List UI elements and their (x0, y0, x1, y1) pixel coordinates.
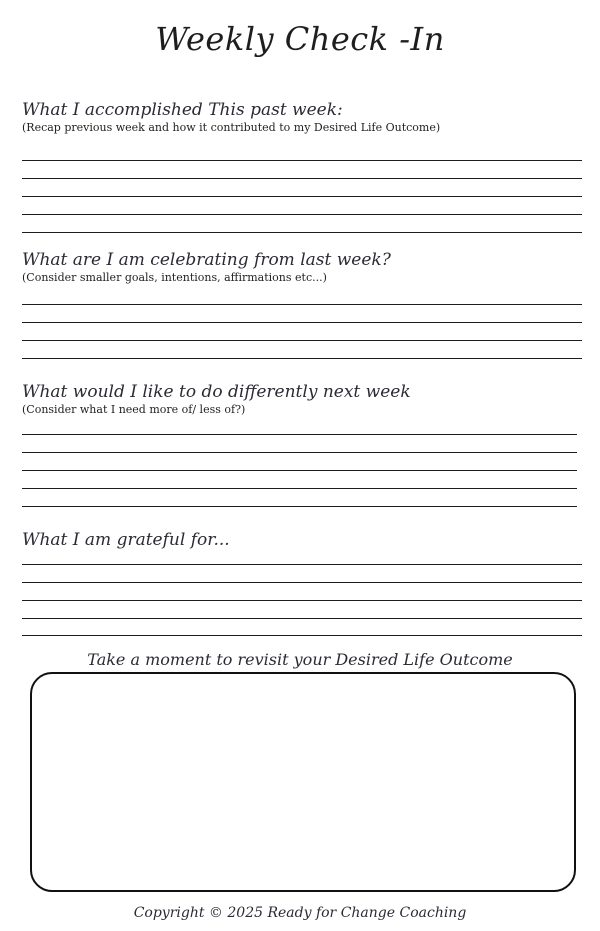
page-title: Weekly Check -In (155, 20, 445, 58)
writing-line[interactable] (22, 506, 577, 507)
writing-line[interactable] (22, 452, 577, 453)
section-celebrating (22, 250, 582, 284)
writing-line[interactable] (22, 582, 582, 583)
writing-line[interactable] (22, 178, 582, 179)
writing-line[interactable] (22, 358, 582, 359)
writing-line[interactable] (22, 635, 582, 636)
writing-line[interactable] (22, 564, 582, 565)
revisit-prompt: Take a moment to revisit your Desired Life Outcome (87, 650, 513, 669)
writing-line[interactable] (22, 470, 577, 471)
writing-line[interactable] (22, 304, 582, 305)
section-subheading: (Recap previous week and how it contributed to my Desired Life Outcome) (22, 121, 441, 134)
writing-line[interactable] (22, 340, 582, 341)
writing-line[interactable] (22, 434, 577, 435)
desired-outcome-box[interactable] (30, 672, 576, 892)
writing-line[interactable] (22, 160, 582, 161)
section-heading: What I am grateful for... (22, 530, 230, 550)
section-accomplished (22, 100, 582, 134)
writing-line[interactable] (22, 322, 582, 323)
writing-line[interactable] (22, 618, 582, 619)
section-subheading: (Consider smaller goals, intentions, affirmations etc...) (22, 271, 327, 284)
section-subheading: (Consider what I need more of/ less of?) (22, 403, 246, 416)
writing-line[interactable] (22, 600, 582, 601)
writing-line[interactable] (22, 488, 577, 489)
writing-line[interactable] (22, 232, 582, 233)
writing-line[interactable] (22, 196, 582, 197)
section-grateful (22, 530, 582, 550)
section-heading: What would I like to do differently next week (22, 382, 411, 402)
section-differently (22, 382, 582, 416)
copyright-footer: Copyright © 2025 Ready for Change Coaching (133, 905, 467, 921)
section-heading: What I accomplished This past week: (22, 100, 343, 120)
section-heading: What are I am celebrating from last week? (22, 250, 391, 270)
writing-line[interactable] (22, 214, 582, 215)
